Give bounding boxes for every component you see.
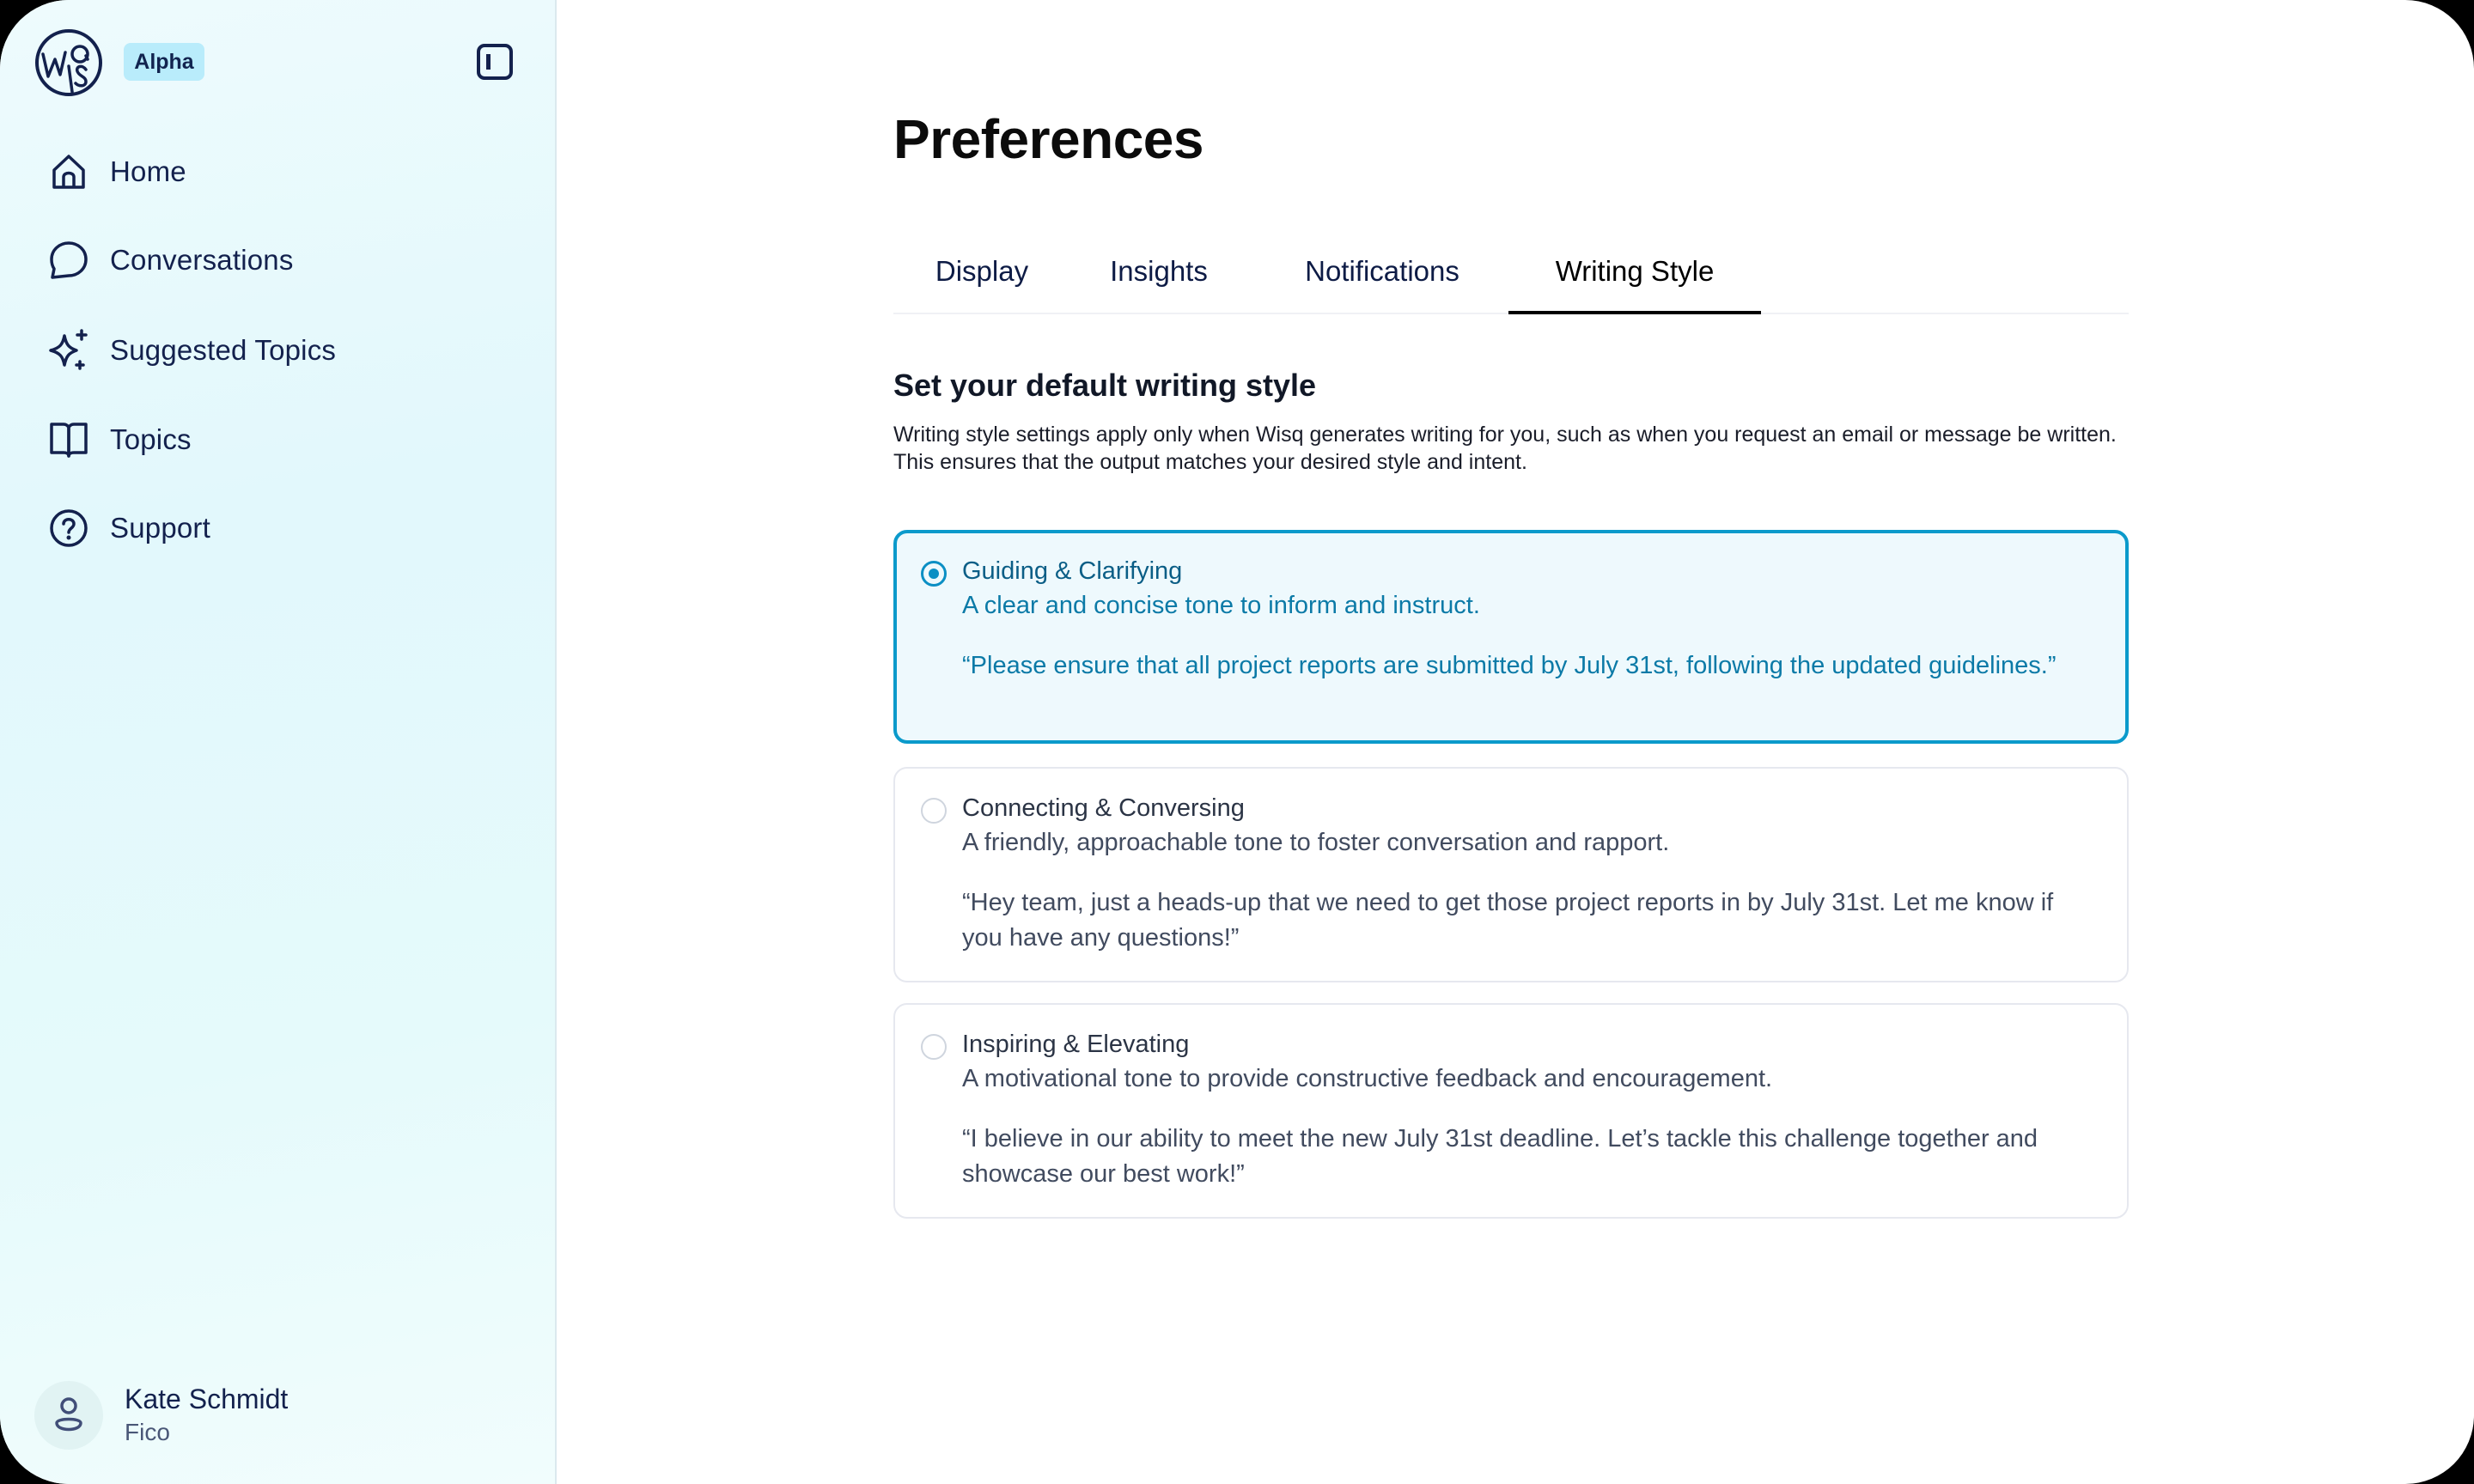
radio-button[interactable] [921, 1034, 947, 1060]
section-title: Set your default writing style [893, 368, 1317, 403]
option-example: “Hey team, just a heads-up that we need to get those project reports in by July 31st. Let me know if you have any questions!” [962, 889, 2054, 952]
sidebar [0, 0, 557, 1484]
writing-style-option-connecting[interactable] [893, 767, 2129, 982]
section-description: Writing style settings apply only when Wisq generates writing for you, such as when you request an email or message be written. This ensures that the output matches your desired style and intent. [893, 423, 2117, 474]
tab-writing-style[interactable]: Writing Style [1508, 240, 1761, 314]
option-title: Guiding & Clarifying [962, 557, 1183, 585]
home-icon [45, 148, 93, 196]
option-subtitle: A clear and concise tone to inform and instruct. [962, 592, 1480, 619]
avatar [34, 1381, 103, 1450]
tab-display[interactable]: Display [935, 255, 1029, 287]
sidebar-item-suggested-topics[interactable] [43, 316, 507, 385]
preferences-tabs [893, 240, 2129, 314]
option-title: Connecting & Conversing [962, 794, 1245, 822]
alpha-badge: Alpha [124, 43, 204, 81]
sidebar-item-support[interactable] [43, 494, 507, 563]
option-subtitle: A motivational tone to provide constructive feedback and encouragement. [962, 1065, 1773, 1092]
chat-bubble-icon [45, 236, 93, 284]
user-icon [53, 1396, 84, 1435]
sidebar-toggle-icon[interactable] [476, 43, 514, 81]
writing-style-option-guiding[interactable] [893, 530, 2129, 744]
writing-style-option-inspiring[interactable] [893, 1003, 2129, 1219]
sidebar-item-label: Support [110, 512, 210, 544]
user-info [125, 1382, 288, 1449]
option-title: Inspiring & Elevating [962, 1031, 1190, 1058]
sidebar-item-home[interactable] [43, 137, 507, 206]
page-title: Preferences [893, 108, 1203, 170]
sidebar-item-label: Suggested Topics [110, 334, 337, 366]
sidebar-item-conversations[interactable] [43, 226, 507, 295]
sidebar-item-label: Home [110, 155, 186, 187]
help-circle-icon [45, 504, 93, 552]
option-example: “Please ensure that all project reports are submitted by July 31st, following the updated guidelines.” [962, 652, 2057, 679]
sidebar-item-label: Topics [110, 423, 192, 455]
option-example: “I believe in our ability to meet the new July 31st deadline. Let’s tackle this challenge together and showcase our best work!” [962, 1125, 2038, 1188]
wisq-logo-icon[interactable] [34, 28, 103, 97]
tab-insights[interactable]: Insights [1110, 255, 1208, 287]
user-profile[interactable] [34, 1381, 288, 1450]
radio-button-selected[interactable] [921, 561, 947, 587]
tab-notifications[interactable]: Notifications [1305, 255, 1459, 287]
sidebar-item-topics[interactable] [43, 405, 507, 474]
user-org: Fico [125, 1419, 170, 1445]
user-name: Kate Schmidt [125, 1384, 289, 1414]
sidebar-item-label: Conversations [110, 244, 294, 276]
book-icon [45, 416, 93, 464]
radio-button[interactable] [921, 798, 947, 824]
sparkle-icon [45, 326, 93, 374]
option-subtitle: A friendly, approachable tone to foster conversation and rapport. [962, 829, 1670, 856]
